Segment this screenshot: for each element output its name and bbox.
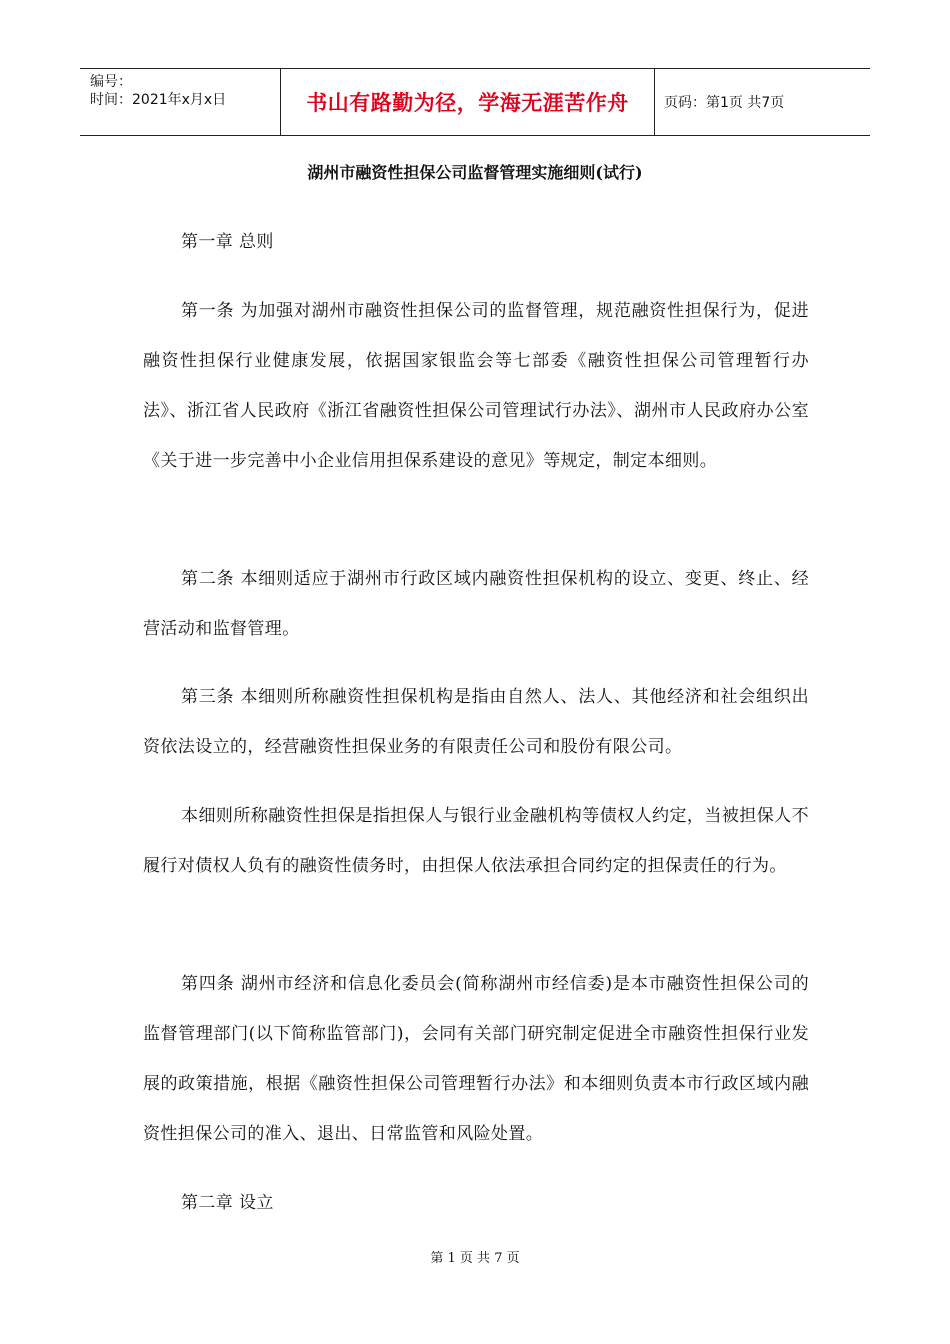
article-paragraph: 第一条 为加强对湖州市融资性担保公司的监督管理，规范融资性担保行为，促进融资性担保行业健康发展，依据国家银监会等七部委《融资性担保公司管理暂行办法》、浙江省人民政府《浙江省融资性担保公司管理试行办法》、湖州市人民政府办公室《关于进一步完善中小企业信用担保系建设的意见》等规定，制定本细则。 xyxy=(143,301,809,471)
article-paragraph: 第二条 本细则适应于湖州市行政区域内融资性担保机构的设立、变更、终止、经营活动和监督管理。 xyxy=(143,569,809,639)
chapter-heading: 第二章 设立 xyxy=(181,1193,274,1213)
header-motto: 书山有路勤为径，学海无涯苦作舟 xyxy=(281,69,655,135)
header-info xyxy=(80,69,281,135)
chapter-heading: 第一章 总则 xyxy=(181,232,274,252)
header-time: 时间：2021年x月x日 xyxy=(90,92,227,108)
header-page: 页码：第1页 共7页 xyxy=(664,95,785,111)
article-paragraph: 第三条 本细则所称融资性担保机构是指由自然人、法人、其他经济和社会组织出资依法设立的，经营融资性担保业务的有限责任公司和股份有限公司。 xyxy=(143,687,809,757)
article-paragraph: 第四条 湖州市经济和信息化委员会(简称湖州市经信委)是本市融资性担保公司的监督管理部门(以下简称监管部门)，会同有关部门研究制定促进全市融资性担保行业发展的政策措施，根据《融资性担保公司管理暂行办法》和本细则负责本市行政区域内融资性担保公司的准入、退出、日常监管和风险处置。 xyxy=(143,974,809,1144)
document-header xyxy=(80,68,870,136)
document-title: 湖州市融资性担保公司监督管理实施细则(试行) xyxy=(307,163,643,182)
article-paragraph: 本细则所称融资性担保是指担保人与银行业金融机构等债权人约定，当被担保人不履行对债权人负有的融资性债务时，由担保人依法承担合同约定的担保责任的行为。 xyxy=(143,806,809,876)
page-footer: 第 1 页 共 7 页 xyxy=(430,1251,520,1266)
header-number: 编号： xyxy=(90,74,132,90)
